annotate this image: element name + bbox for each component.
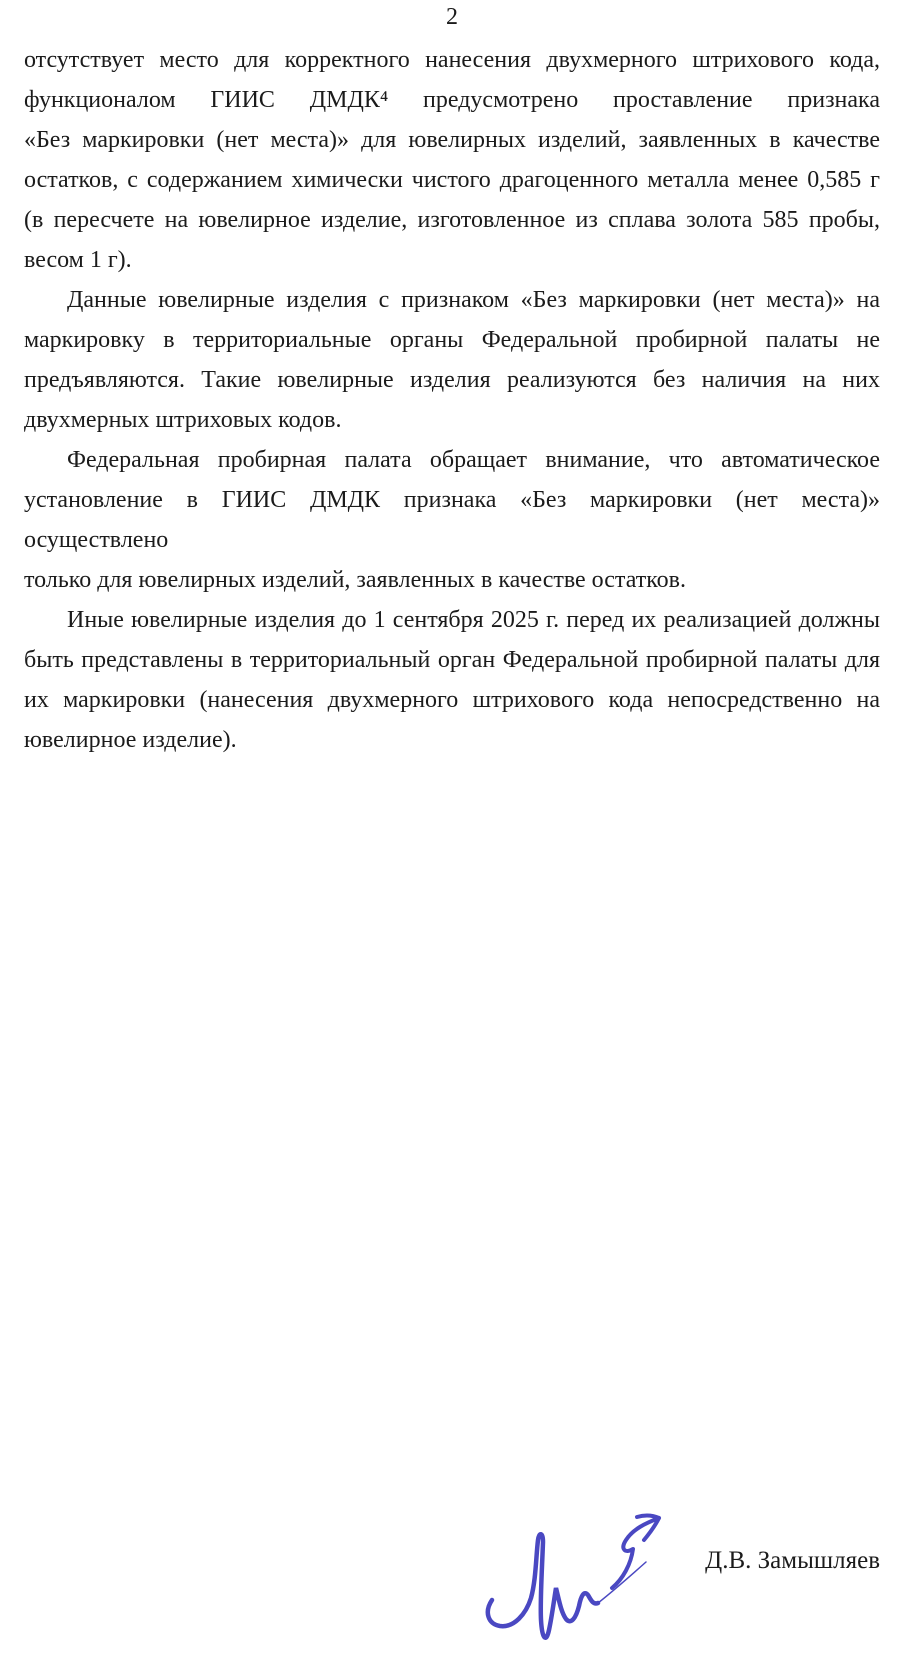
paragraph xyxy=(24,600,880,760)
page-number: 2 xyxy=(446,4,458,30)
text-line: (в пересчете на ювелирное изделие, изготовленное из сплава золота 585 пробы, xyxy=(24,207,880,233)
text-line: предъявляются. Такие ювелирные изделия реализуются без наличия на них xyxy=(24,367,880,393)
text-line: функционалом ГИИС ДМДК⁴ предусмотрено проставление признака xyxy=(24,87,880,113)
text-line: только для ювелирных изделий, заявленных в качестве остатков. xyxy=(24,567,687,593)
document-body xyxy=(24,40,880,760)
text-line: быть представлены в территориальный орган Федеральной пробирной палаты для xyxy=(24,647,880,673)
text-line: отсутствует место для корректного нанесения двухмерного штрихового кода, xyxy=(24,47,880,73)
signature-main-stroke xyxy=(488,1534,598,1638)
signature-block xyxy=(0,740,904,1574)
paragraph xyxy=(24,440,880,600)
signature-arrow-flourish xyxy=(612,1516,659,1588)
text-line: Федеральная пробирная палата обращает внимание, что автоматическое xyxy=(67,447,880,473)
signature-scribble-icon xyxy=(476,1492,666,1654)
text-line: весом 1 г). xyxy=(24,247,132,273)
text-line: Данные ювелирные изделия с признаком «Без маркировки (нет места)» на xyxy=(67,287,880,313)
text-line: ювелирное изделие). xyxy=(24,727,237,753)
text-line: маркировку в территориальные органы Федеральной пробирной палаты не xyxy=(24,327,880,353)
signature-name: Д.В. Замышляев xyxy=(705,1547,880,1574)
text-line: Иные ювелирные изделия до 1 сентября 2025 г. перед их реализацией должны xyxy=(67,607,880,633)
text-line: двухмерных штриховых кодов. xyxy=(24,407,342,433)
paragraph xyxy=(24,40,880,280)
text-line: их маркировки (нанесения двухмерного штрихового кода непосредственно на xyxy=(24,687,880,713)
text-line: «Без маркировки (нет места)» для ювелирных изделий, заявленных в качестве xyxy=(24,127,880,153)
text-line: остатков, с содержанием химически чистого драгоценного металла менее 0,585 г xyxy=(24,167,880,193)
signature-thin-tail xyxy=(598,1562,646,1603)
text-line: установление в ГИИС ДМДК признака «Без маркировки (нет места)» осуществлено xyxy=(24,487,880,553)
paragraph xyxy=(24,280,880,440)
